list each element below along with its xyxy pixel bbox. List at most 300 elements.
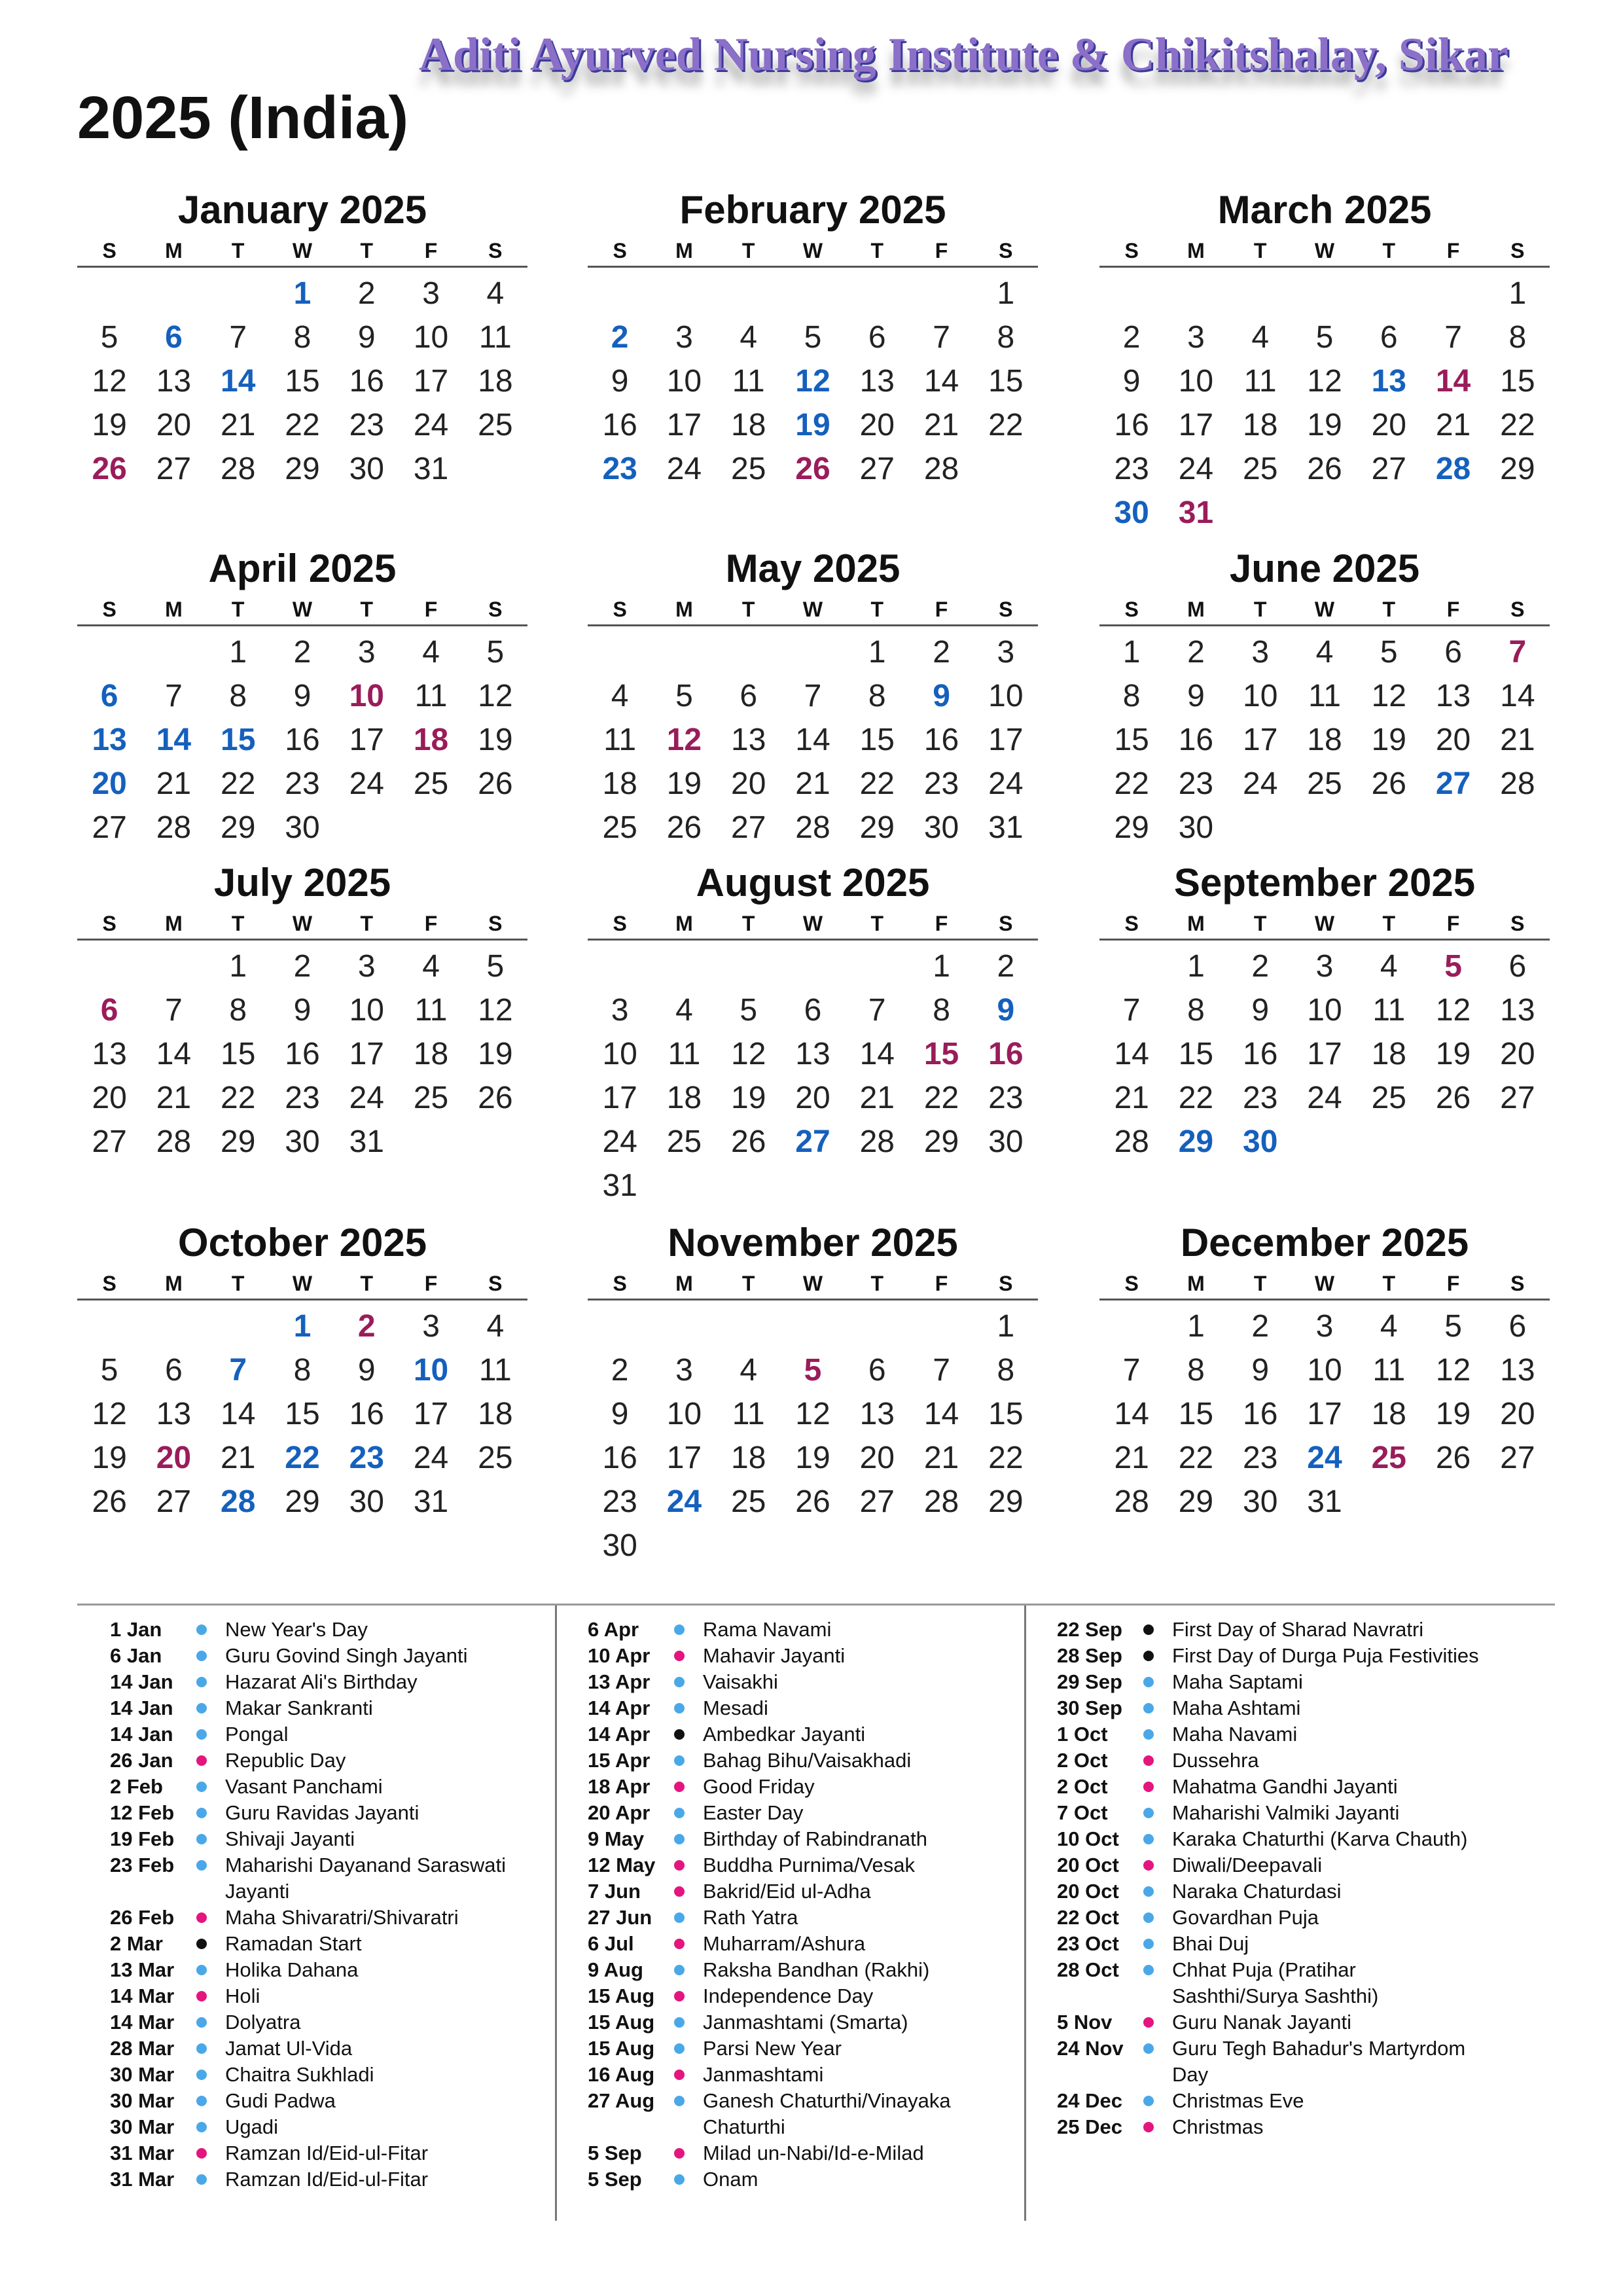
day-cell: 27 bbox=[795, 1124, 830, 1159]
holiday-dot-icon bbox=[674, 1755, 685, 1766]
holiday-name: Makar Sankranti bbox=[225, 1696, 373, 1719]
day-cell: 19 bbox=[795, 1441, 830, 1475]
day-cell: 18 bbox=[413, 1037, 449, 1071]
holiday-name: Rath Yatra bbox=[703, 1906, 798, 1929]
day-cell: 17 bbox=[413, 364, 449, 399]
day-cell: 3 bbox=[1251, 635, 1270, 670]
empty-day bbox=[781, 944, 845, 988]
empty-day bbox=[1293, 272, 1357, 315]
holiday-name: Vaisakhi bbox=[703, 1670, 778, 1693]
holiday-dot-icon bbox=[196, 2148, 207, 2159]
day-cell: 27 bbox=[92, 1124, 127, 1159]
holiday-name: First Day of Sharad Navratri bbox=[1172, 1618, 1424, 1641]
day-cell: 23 bbox=[923, 766, 959, 801]
day-cell: 21 bbox=[156, 1081, 192, 1115]
day-cell: 12 bbox=[795, 1397, 830, 1431]
day-cell: 21 bbox=[1435, 408, 1471, 442]
day-cell: 13 bbox=[731, 723, 766, 757]
day-cell: 18 bbox=[1307, 723, 1342, 757]
day-cell: 1 bbox=[997, 1309, 1015, 1344]
weekday-label: F bbox=[424, 912, 438, 935]
holiday-row bbox=[1024, 1957, 1482, 2009]
day-cell: 22 bbox=[1500, 408, 1535, 442]
empty-day bbox=[1099, 272, 1164, 315]
empty-day bbox=[141, 272, 205, 315]
weekday-label: W bbox=[802, 912, 823, 935]
holiday-date: 31 Mar bbox=[110, 2142, 175, 2164]
holiday-dot-icon bbox=[1143, 1939, 1154, 1949]
day-cell: 2 bbox=[357, 276, 376, 311]
day-cell: 2 bbox=[997, 949, 1015, 984]
weekday-header bbox=[588, 236, 1038, 268]
weekday-label: F bbox=[424, 239, 438, 262]
weekday-label: S bbox=[613, 912, 627, 935]
holiday-date: 6 Apr bbox=[588, 1618, 639, 1641]
holiday-dot-icon bbox=[1143, 1782, 1154, 1792]
holiday-row bbox=[555, 1800, 1013, 1826]
weekday-label: T bbox=[231, 912, 245, 935]
weekday-label: W bbox=[1314, 1272, 1335, 1295]
day-cell: 10 bbox=[1307, 1353, 1342, 1388]
weekday-label: S bbox=[102, 239, 116, 262]
day-cell: 6 bbox=[165, 320, 183, 355]
day-cell: 11 bbox=[478, 1353, 512, 1388]
holiday-date: 23 Feb bbox=[110, 1854, 175, 1876]
day-cell: 27 bbox=[92, 810, 127, 845]
day-cell: 2 bbox=[933, 635, 950, 670]
day-cell: 13 bbox=[795, 1037, 830, 1071]
holiday-row bbox=[1024, 1878, 1482, 1905]
day-cell: 4 bbox=[422, 635, 440, 670]
day-cell: 30 bbox=[1243, 1484, 1278, 1519]
day-grid bbox=[77, 944, 527, 1164]
holiday-dot-icon bbox=[674, 1965, 685, 1975]
holiday-name: Jamat Ul-Vida bbox=[225, 2037, 353, 2060]
day-cell: 14 bbox=[923, 1397, 959, 1431]
day-cell: 4 bbox=[740, 1353, 758, 1388]
weekday-label: M bbox=[1187, 239, 1205, 262]
day-cell: 2 bbox=[1251, 1309, 1270, 1344]
day-cell: 9 bbox=[611, 1397, 629, 1431]
day-cell: 1 bbox=[1508, 276, 1527, 311]
day-cell: 15 bbox=[221, 1037, 256, 1071]
holiday-date: 7 Oct bbox=[1057, 1801, 1108, 1824]
holiday-date: 15 Aug bbox=[588, 2037, 655, 2060]
day-cell: 9 bbox=[1122, 364, 1141, 399]
holiday-name: Dolyatra bbox=[225, 2011, 301, 2034]
day-cell: 10 bbox=[666, 1397, 702, 1431]
day-cell: 4 bbox=[675, 993, 693, 1028]
holiday-date: 5 Sep bbox=[588, 2142, 642, 2164]
day-cell: 3 bbox=[675, 320, 693, 355]
holiday-dot-icon bbox=[674, 1729, 685, 1740]
day-cell: 2 bbox=[1122, 320, 1141, 355]
holiday-name: Janmashtami bbox=[703, 2063, 824, 2086]
day-cell: 9 bbox=[997, 993, 1015, 1028]
day-cell: 8 bbox=[868, 679, 886, 713]
day-cell: 16 bbox=[1243, 1037, 1278, 1071]
holiday-name: Birthday of Rabindranath bbox=[703, 1827, 927, 1850]
day-cell: 10 bbox=[1307, 993, 1342, 1028]
holiday-dot-icon bbox=[1143, 1677, 1154, 1687]
holiday-row bbox=[77, 1617, 535, 1643]
empty-day bbox=[717, 272, 781, 315]
weekday-header bbox=[77, 236, 527, 268]
holiday-date: 18 Apr bbox=[588, 1775, 651, 1798]
day-cell: 20 bbox=[1435, 723, 1471, 757]
weekday-label: W bbox=[292, 912, 313, 935]
day-cell: 11 bbox=[478, 320, 512, 355]
holiday-date: 14 Jan bbox=[110, 1696, 173, 1719]
day-cell: 24 bbox=[1307, 1081, 1342, 1115]
day-cell: 23 bbox=[988, 1081, 1024, 1115]
day-cell: 16 bbox=[1178, 723, 1214, 757]
holiday-name: Chhat Puja (Pratihar Sashthi/Surya Sashthi) bbox=[1172, 1958, 1379, 2007]
weekday-label: S bbox=[613, 598, 627, 621]
day-cell: 2 bbox=[611, 320, 629, 355]
day-cell: 12 bbox=[795, 364, 830, 399]
weekday-header bbox=[77, 1268, 527, 1300]
day-cell: 4 bbox=[486, 1309, 505, 1344]
month-block bbox=[588, 543, 1038, 850]
month-block bbox=[1099, 857, 1550, 1164]
empty-day bbox=[1228, 272, 1293, 315]
day-cell: 20 bbox=[1500, 1037, 1535, 1071]
day-cell: 14 bbox=[156, 1037, 192, 1071]
holiday-dot-icon bbox=[196, 1860, 207, 1871]
day-cell: 5 bbox=[486, 635, 505, 670]
day-grid bbox=[588, 630, 1038, 850]
holiday-row bbox=[555, 2088, 1013, 2140]
page-title: 2025 (India) bbox=[77, 84, 409, 151]
weekday-label: M bbox=[165, 912, 183, 935]
day-cell: 31 bbox=[349, 1124, 384, 1159]
day-cell: 28 bbox=[1114, 1484, 1149, 1519]
holiday-date: 6 Jul bbox=[588, 1932, 634, 1955]
holiday-date: 29 Sep bbox=[1057, 1670, 1122, 1693]
holiday-dot-icon bbox=[674, 1651, 685, 1661]
month-title: April 2025 bbox=[208, 547, 397, 590]
day-cell: 4 bbox=[1315, 635, 1334, 670]
holiday-row bbox=[1024, 1643, 1482, 1669]
day-cell: 20 bbox=[859, 1441, 895, 1475]
day-cell: 25 bbox=[731, 1484, 766, 1519]
holiday-dot-icon bbox=[196, 1782, 207, 1792]
holiday-name: Ramzan Id/Eid-ul-Fitar bbox=[225, 2142, 429, 2164]
day-cell: 30 bbox=[285, 1124, 320, 1159]
month-block bbox=[77, 1217, 527, 1524]
holiday-date: 28 Mar bbox=[110, 2037, 175, 2060]
holiday-name: Maha Shivaratri/Shivaratri bbox=[225, 1906, 459, 1929]
holiday-row bbox=[555, 2140, 1013, 2166]
day-cell: 7 bbox=[1122, 993, 1141, 1028]
holiday-row bbox=[77, 1983, 535, 2009]
day-cell: 7 bbox=[933, 1353, 950, 1388]
day-cell: 22 bbox=[988, 1441, 1024, 1475]
day-cell: 4 bbox=[611, 679, 629, 713]
holiday-row bbox=[77, 2114, 535, 2140]
day-cell: 13 bbox=[92, 1037, 127, 1071]
holiday-dot-icon bbox=[674, 2017, 685, 2028]
weekday-label: T bbox=[1253, 912, 1267, 935]
holiday-column bbox=[1024, 1617, 1482, 2140]
day-cell: 30 bbox=[349, 452, 384, 486]
day-cell: 11 bbox=[1308, 679, 1341, 713]
holiday-row bbox=[77, 1826, 535, 1852]
day-cell: 30 bbox=[988, 1124, 1024, 1159]
day-cell: 2 bbox=[611, 1353, 629, 1388]
day-cell: 23 bbox=[602, 452, 637, 486]
day-cell: 20 bbox=[795, 1081, 830, 1115]
holiday-dot-icon bbox=[1143, 2043, 1154, 2054]
holiday-date: 1 Oct bbox=[1057, 1723, 1108, 1746]
holiday-dot-icon bbox=[674, 2096, 685, 2106]
weekday-label: T bbox=[360, 239, 374, 262]
day-cell: 1 bbox=[997, 276, 1015, 311]
holiday-row bbox=[555, 2166, 1013, 2193]
holiday-date: 30 Sep bbox=[1057, 1696, 1122, 1719]
weekday-label: T bbox=[1253, 598, 1267, 621]
day-cell: 8 bbox=[1122, 679, 1141, 713]
day-cell: 5 bbox=[804, 320, 822, 355]
holiday-date: 26 Jan bbox=[110, 1749, 173, 1772]
day-cell: 21 bbox=[923, 408, 959, 442]
day-cell: 17 bbox=[666, 408, 702, 442]
day-cell: 31 bbox=[1307, 1484, 1342, 1519]
day-cell: 1 bbox=[293, 1309, 312, 1344]
holiday-date: 13 Mar bbox=[110, 1958, 175, 1981]
day-cell: 13 bbox=[1435, 679, 1471, 713]
weekday-label: S bbox=[1510, 912, 1525, 935]
day-cell: 24 bbox=[413, 1441, 449, 1475]
day-cell: 17 bbox=[1307, 1037, 1342, 1071]
day-cell: 17 bbox=[602, 1081, 637, 1115]
holiday-date: 30 Mar bbox=[110, 2115, 175, 2138]
day-cell: 2 bbox=[293, 635, 312, 670]
day-cell: 5 bbox=[1315, 320, 1334, 355]
day-cell: 25 bbox=[602, 810, 637, 845]
day-cell: 22 bbox=[1114, 766, 1149, 801]
day-grid bbox=[77, 272, 527, 491]
holiday-name: Hazarat Ali's Birthday bbox=[225, 1670, 418, 1693]
holiday-name: Maharishi Valmiki Jayanti bbox=[1172, 1801, 1400, 1824]
day-cell: 3 bbox=[675, 1353, 693, 1388]
holiday-row bbox=[77, 2088, 535, 2114]
day-cell: 1 bbox=[229, 949, 247, 984]
holiday-dot-icon bbox=[1143, 1912, 1154, 1923]
holiday-dot-icon bbox=[674, 1886, 685, 1897]
day-cell: 8 bbox=[229, 679, 247, 713]
day-grid bbox=[1099, 272, 1550, 535]
holiday-dot-icon bbox=[196, 2122, 207, 2132]
day-grid bbox=[77, 1304, 527, 1524]
empty-day bbox=[77, 944, 141, 988]
holiday-date: 23 Oct bbox=[1057, 1932, 1119, 1955]
holiday-row bbox=[77, 1669, 535, 1695]
holiday-name: Ramadan Start bbox=[225, 1932, 362, 1955]
day-cell: 31 bbox=[988, 810, 1024, 845]
holiday-dot-icon bbox=[196, 1939, 207, 1949]
holiday-dot-icon bbox=[196, 1651, 207, 1661]
day-cell: 12 bbox=[1435, 993, 1471, 1028]
day-cell: 26 bbox=[666, 810, 702, 845]
holiday-row bbox=[77, 2166, 535, 2193]
holiday-list-divider bbox=[77, 1604, 1555, 1605]
holiday-dot-icon bbox=[674, 2148, 685, 2159]
holiday-dot-icon bbox=[196, 2043, 207, 2054]
day-cell: 31 bbox=[1178, 495, 1214, 530]
day-cell: 12 bbox=[92, 364, 127, 399]
holiday-date: 5 Nov bbox=[1057, 2011, 1113, 2034]
holiday-name: Maha Navami bbox=[1172, 1723, 1298, 1746]
day-cell: 22 bbox=[285, 408, 320, 442]
empty-day bbox=[141, 1304, 205, 1348]
day-cell: 9 bbox=[293, 679, 312, 713]
day-cell: 7 bbox=[165, 993, 183, 1028]
day-cell: 26 bbox=[731, 1124, 766, 1159]
day-cell: 28 bbox=[923, 452, 959, 486]
day-cell: 6 bbox=[1508, 949, 1527, 984]
holiday-date: 24 Dec bbox=[1057, 2089, 1122, 2112]
holiday-dot-icon bbox=[1143, 1834, 1154, 1844]
holiday-name: First Day of Durga Puja Festivities bbox=[1172, 1644, 1479, 1667]
holiday-name: Guru Tegh Bahadur's Martyrdom Day bbox=[1172, 2037, 1466, 2086]
holiday-name: Milad un-Nabi/Id-e-Milad bbox=[703, 2142, 924, 2164]
day-cell: 10 bbox=[413, 1353, 449, 1388]
day-cell: 14 bbox=[1114, 1037, 1149, 1071]
holiday-name: Guru Nanak Jayanti bbox=[1172, 2011, 1351, 2034]
weekday-label: W bbox=[802, 598, 823, 621]
day-cell: 19 bbox=[666, 766, 702, 801]
day-cell: 24 bbox=[988, 766, 1024, 801]
holiday-dot-icon bbox=[1143, 1624, 1154, 1635]
month-block bbox=[77, 185, 527, 491]
holiday-date: 30 Mar bbox=[110, 2089, 175, 2112]
weekday-header bbox=[1099, 236, 1550, 268]
day-cell: 29 bbox=[1114, 810, 1149, 845]
holiday-row bbox=[77, 1800, 535, 1826]
holiday-dot-icon bbox=[1143, 2096, 1154, 2106]
day-cell: 10 bbox=[666, 364, 702, 399]
day-cell: 21 bbox=[795, 766, 830, 801]
day-cell: 22 bbox=[221, 766, 256, 801]
day-cell: 8 bbox=[293, 320, 312, 355]
holiday-row bbox=[555, 1931, 1013, 1957]
holiday-dot-icon bbox=[674, 1808, 685, 1818]
day-cell: 10 bbox=[602, 1037, 637, 1071]
holiday-date: 9 Aug bbox=[588, 1958, 643, 1981]
empty-day bbox=[845, 1304, 909, 1348]
day-cell: 3 bbox=[1315, 1309, 1334, 1344]
day-cell: 19 bbox=[1307, 408, 1342, 442]
day-cell: 4 bbox=[1380, 949, 1398, 984]
day-cell: 24 bbox=[413, 408, 449, 442]
weekday-label: W bbox=[802, 239, 823, 262]
day-cell: 28 bbox=[1435, 452, 1471, 486]
day-cell: 24 bbox=[666, 1484, 702, 1519]
holiday-row bbox=[555, 1617, 1013, 1643]
weekday-label: S bbox=[613, 239, 627, 262]
day-cell: 20 bbox=[1500, 1397, 1535, 1431]
day-grid bbox=[588, 944, 1038, 1208]
day-cell: 29 bbox=[1500, 452, 1535, 486]
weekday-header bbox=[588, 594, 1038, 626]
holiday-date: 27 Aug bbox=[588, 2089, 655, 2112]
day-cell: 23 bbox=[602, 1484, 637, 1519]
holiday-row bbox=[77, 2036, 535, 2062]
day-cell: 8 bbox=[933, 993, 950, 1028]
weekday-label: S bbox=[613, 1272, 627, 1295]
weekday-header bbox=[1099, 1268, 1550, 1300]
holiday-name: Independence Day bbox=[703, 1984, 874, 2007]
empty-day bbox=[588, 944, 652, 988]
holiday-row bbox=[1024, 1695, 1482, 1721]
holiday-row bbox=[555, 1721, 1013, 1748]
day-cell: 15 bbox=[1500, 364, 1535, 399]
day-cell: 6 bbox=[1444, 635, 1462, 670]
holiday-dot-icon bbox=[196, 1703, 207, 1713]
holiday-name: Shivaji Jayanti bbox=[225, 1827, 355, 1850]
day-cell: 5 bbox=[1444, 949, 1462, 984]
holiday-row bbox=[1024, 1617, 1482, 1643]
empty-day bbox=[909, 272, 973, 315]
day-cell: 7 bbox=[1444, 320, 1462, 355]
holiday-date: 12 Feb bbox=[110, 1801, 175, 1824]
weekday-label: S bbox=[488, 1272, 503, 1295]
day-cell: 15 bbox=[1114, 723, 1149, 757]
day-cell: 8 bbox=[229, 993, 247, 1028]
day-cell: 29 bbox=[285, 452, 320, 486]
day-cell: 15 bbox=[859, 723, 895, 757]
empty-day bbox=[1421, 272, 1485, 315]
day-cell: 3 bbox=[357, 635, 376, 670]
empty-day bbox=[909, 1304, 973, 1348]
day-cell: 5 bbox=[100, 320, 118, 355]
weekday-label: T bbox=[741, 598, 755, 621]
holiday-row bbox=[555, 2009, 1013, 2036]
holiday-row bbox=[1024, 1669, 1482, 1695]
day-cell: 18 bbox=[413, 723, 449, 757]
day-cell: 30 bbox=[602, 1528, 637, 1563]
holiday-dot-icon bbox=[1143, 1755, 1154, 1766]
day-cell: 7 bbox=[229, 1353, 247, 1388]
weekday-header bbox=[1099, 594, 1550, 626]
day-cell: 20 bbox=[156, 1441, 192, 1475]
day-cell: 21 bbox=[1500, 723, 1535, 757]
weekday-label: S bbox=[488, 912, 503, 935]
day-cell: 6 bbox=[868, 1353, 886, 1388]
day-cell: 19 bbox=[795, 408, 830, 442]
holiday-date: 16 Aug bbox=[588, 2063, 655, 2086]
holiday-dot-icon bbox=[674, 2174, 685, 2185]
day-cell: 21 bbox=[1114, 1081, 1149, 1115]
holiday-dot-icon bbox=[196, 1624, 207, 1635]
day-cell: 30 bbox=[1178, 810, 1214, 845]
day-cell: 18 bbox=[478, 1397, 513, 1431]
day-cell: 21 bbox=[1114, 1441, 1149, 1475]
day-cell: 15 bbox=[221, 723, 256, 757]
day-cell: 7 bbox=[804, 679, 822, 713]
day-cell: 31 bbox=[602, 1168, 637, 1203]
institute-banner: Aditi Ayurved Nursing Institute & Chikitshalay, Sikar bbox=[419, 28, 1508, 81]
day-cell: 13 bbox=[1371, 364, 1406, 399]
empty-day bbox=[77, 272, 141, 315]
empty-day bbox=[652, 1304, 716, 1348]
day-cell: 22 bbox=[221, 1081, 256, 1115]
day-cell: 11 bbox=[1372, 993, 1406, 1028]
holiday-row bbox=[1024, 1721, 1482, 1748]
holiday-name: Janmashtami (Smarta) bbox=[703, 2011, 908, 2034]
